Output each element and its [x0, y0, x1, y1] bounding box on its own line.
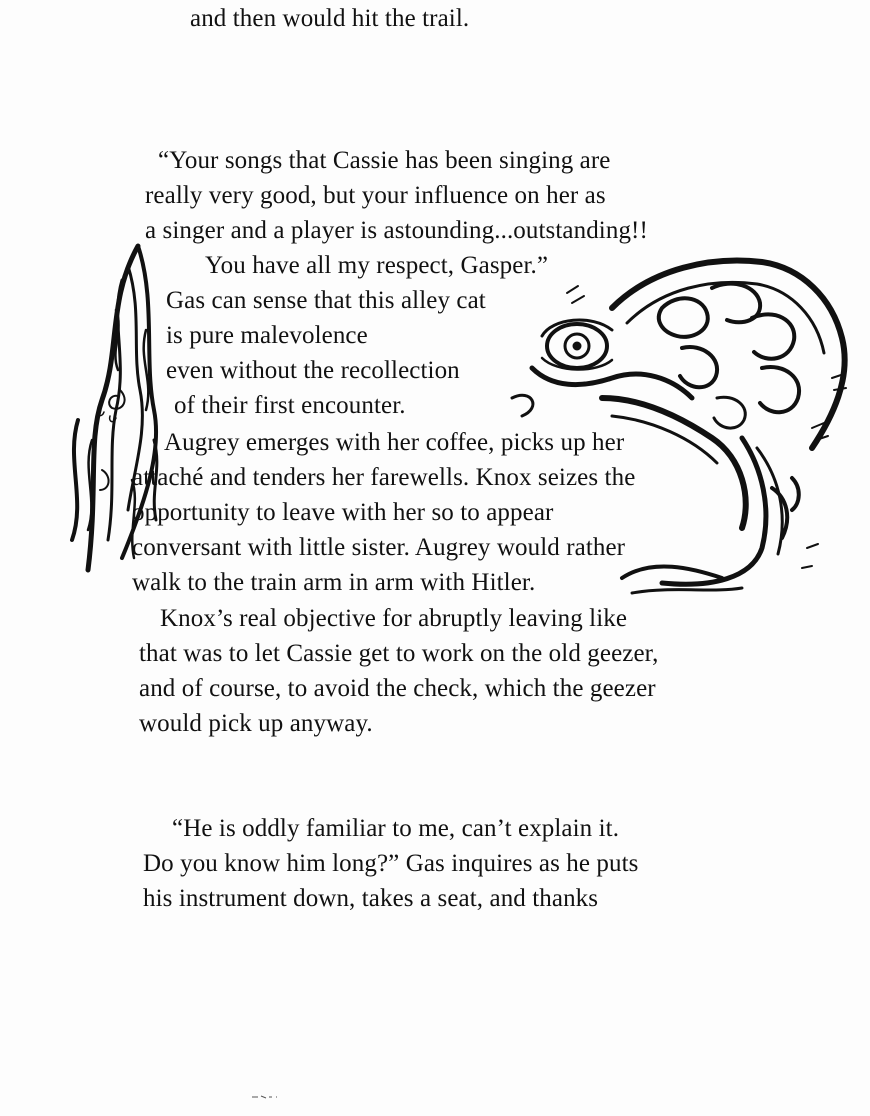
text-line-9: of their first encounter.	[174, 392, 406, 419]
text-line-21: his instrument down, takes a seat, and thanks	[143, 885, 599, 912]
text-line-6: Gas can sense that this alley cat	[166, 287, 486, 314]
text-line-4: a singer and a player is astounding...outstanding!!	[145, 217, 648, 244]
text-line-7: is pure malevolence	[166, 322, 368, 349]
text-line-14: walk to the train arm in arm with Hitler.	[132, 569, 536, 596]
text-line-2: “Your songs that Cassie has been singing are	[158, 147, 611, 174]
text-line-10: Augrey emerges with her coffee, picks up her	[164, 429, 625, 456]
text-line-15: Knox’s real objective for abruptly leaving like	[160, 605, 628, 632]
text-line-1: and then would hit the trail.	[190, 5, 470, 32]
text-line-13: conversant with little sister. Augrey would rather	[132, 534, 626, 561]
text-line-3: really very good, but your influence on her as	[145, 182, 606, 209]
text-line-20: Do you know him long?” Gas inquires as he puts	[143, 850, 639, 877]
text-line-18: would pick up anyway.	[139, 710, 373, 737]
text-line-17: and of course, to avoid the check, which the geezer	[139, 675, 656, 702]
text-line-5: You have all my respect, Gasper.”	[205, 252, 549, 279]
text-line-11: attaché and tenders her farewells. Knox seizes the	[132, 464, 636, 491]
flame-swirl-drawing	[58, 240, 168, 580]
text-line-16: that was to let Cassie get to work on the old geezer,	[139, 640, 659, 667]
text-line-8: even without the recollection	[166, 357, 460, 384]
text-line-12: opportunity to leave with her so to appear	[132, 499, 554, 526]
text-line-19: “He is oddly familiar to me, can’t explain it.	[172, 815, 620, 842]
scan-speck	[250, 1094, 280, 1100]
